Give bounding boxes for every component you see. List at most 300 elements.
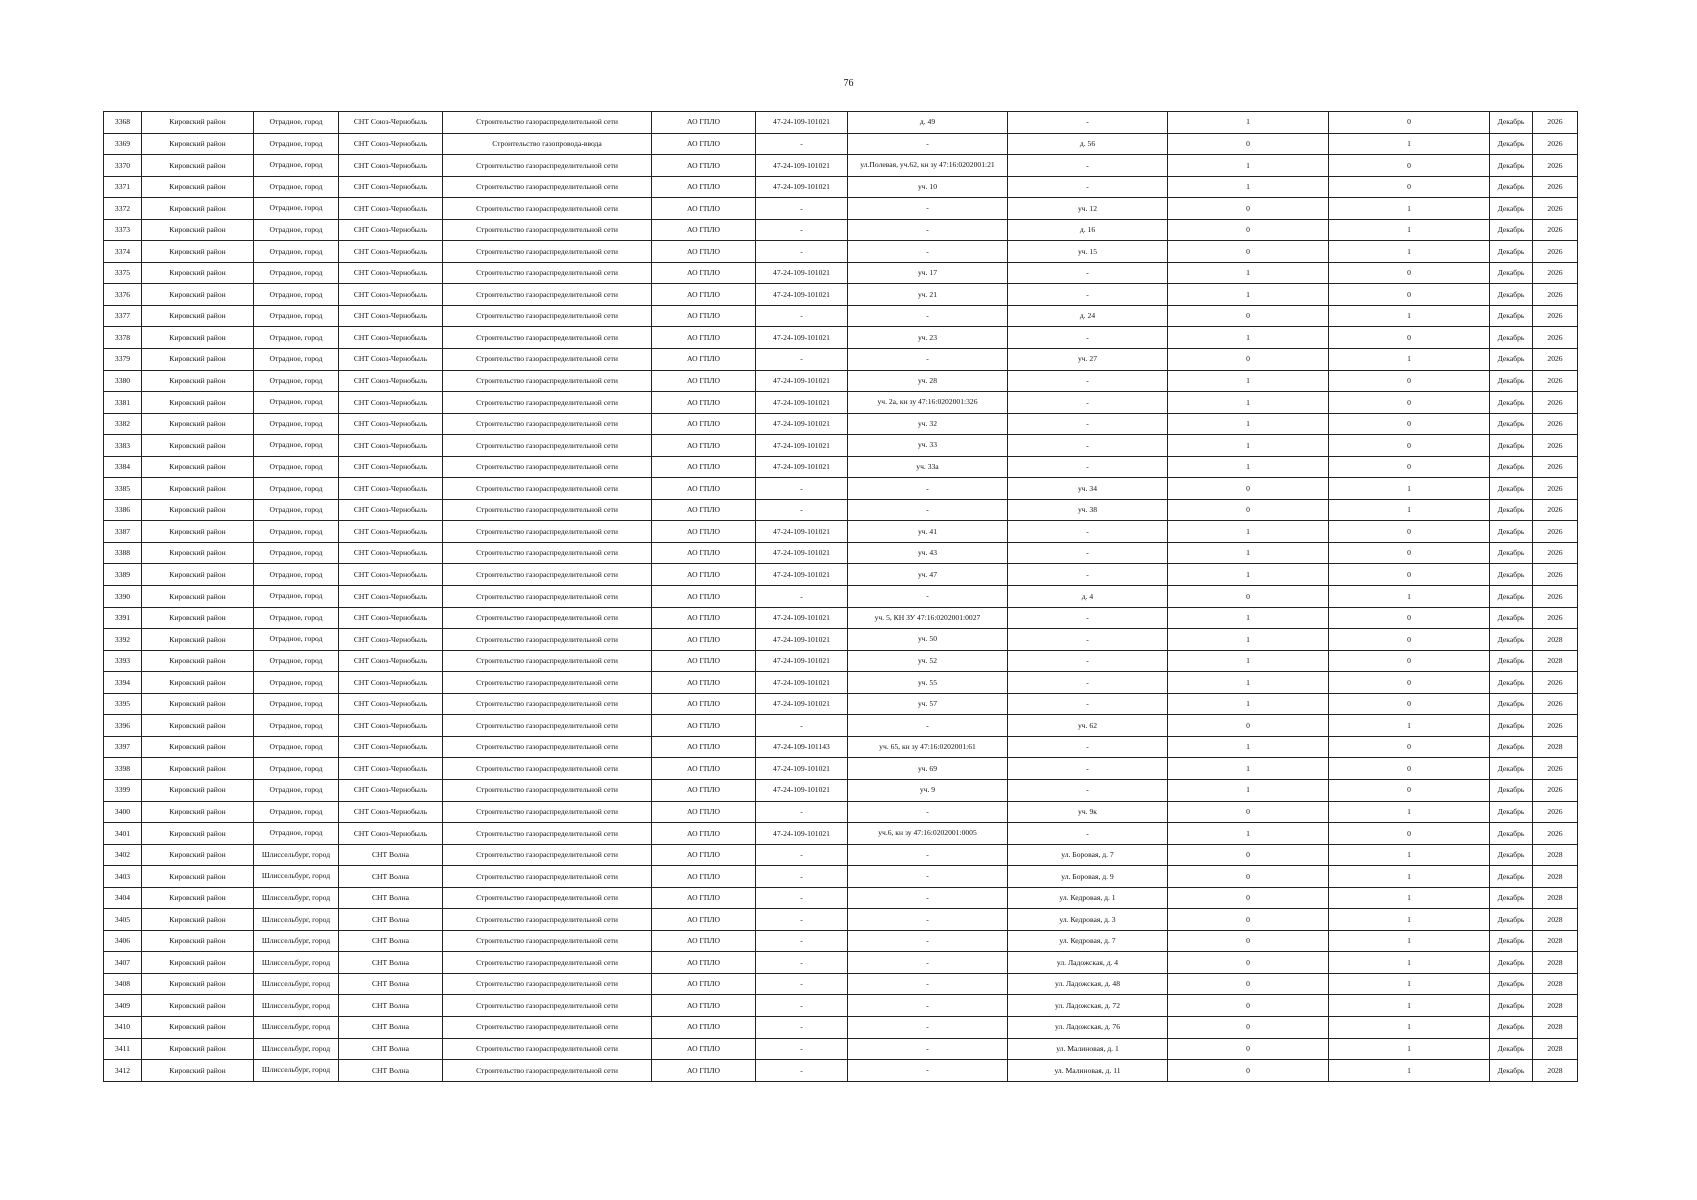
cell-settlement: Шлиссельбург, город xyxy=(254,844,339,866)
cell-district: Кировский район xyxy=(142,973,254,995)
cell-plot-address: уч. 15 xyxy=(1008,241,1168,263)
cell-plot-address: ул. Ладожская, д. 48 xyxy=(1008,973,1168,995)
cell-settlement: Шлиссельбург, город xyxy=(254,1060,339,1082)
cell-work-type: Строительство газораспределительной сети xyxy=(443,392,652,414)
cell-operator: АО ГПЛО xyxy=(652,392,756,414)
cell-plot-address: уч. 62 xyxy=(1008,715,1168,737)
cell-count-a: 1 xyxy=(1168,521,1329,543)
cell-count-b: 1 xyxy=(1329,909,1490,931)
cell-year: 2026 xyxy=(1533,499,1578,521)
cell-count-b: 1 xyxy=(1329,930,1490,952)
cell-plot-address: д. 24 xyxy=(1008,305,1168,327)
cell-row-number: 3410 xyxy=(104,1016,142,1038)
cell-program-code: 47-24-109-101021 xyxy=(756,284,848,306)
cell-garden-partnership: СНТ Волна xyxy=(339,909,443,931)
cell-count-a: 0 xyxy=(1168,241,1329,263)
cell-month: Декабрь xyxy=(1490,952,1533,974)
cell-year: 2028 xyxy=(1533,973,1578,995)
cell-work-type: Строительство газораспределительной сети xyxy=(443,456,652,478)
cell-year: 2028 xyxy=(1533,1038,1578,1060)
gas-network-registry-table xyxy=(103,111,1578,1082)
cell-district: Кировский район xyxy=(142,219,254,241)
cell-plot-address: уч. 34 xyxy=(1008,478,1168,500)
cell-district: Кировский район xyxy=(142,866,254,888)
cell-count-a: 0 xyxy=(1168,1038,1329,1060)
cell-plot-address: ул. Кедровая, д. 7 xyxy=(1008,930,1168,952)
cell-month: Декабрь xyxy=(1490,435,1533,457)
cell-district: Кировский район xyxy=(142,844,254,866)
cell-district: Кировский район xyxy=(142,499,254,521)
cell-month: Декабрь xyxy=(1490,219,1533,241)
table-row xyxy=(104,112,1578,134)
cell-month: Декабрь xyxy=(1490,909,1533,931)
table-row xyxy=(104,995,1578,1017)
cell-connection-address: уч. 69 xyxy=(848,758,1008,780)
cell-program-code: 47-24-109-101021 xyxy=(756,564,848,586)
cell-settlement: Шлиссельбург, город xyxy=(254,1016,339,1038)
cell-garden-partnership: СНТ Союз-Чернобыль xyxy=(339,521,443,543)
cell-plot-address: уч. 9к xyxy=(1008,801,1168,823)
cell-garden-partnership: СНТ Союз-Чернобыль xyxy=(339,327,443,349)
cell-row-number: 3386 xyxy=(104,499,142,521)
cell-count-b: 1 xyxy=(1329,219,1490,241)
cell-connection-address: - xyxy=(848,305,1008,327)
cell-connection-address: - xyxy=(848,930,1008,952)
cell-operator: АО ГПЛО xyxy=(652,305,756,327)
cell-month: Декабрь xyxy=(1490,779,1533,801)
cell-month: Декабрь xyxy=(1490,866,1533,888)
cell-year: 2028 xyxy=(1533,866,1578,888)
cell-operator: АО ГПЛО xyxy=(652,521,756,543)
cell-count-a: 0 xyxy=(1168,478,1329,500)
table-row xyxy=(104,262,1578,284)
cell-garden-partnership: СНТ Союз-Чернобыль xyxy=(339,629,443,651)
cell-district: Кировский район xyxy=(142,779,254,801)
cell-operator: АО ГПЛО xyxy=(652,241,756,263)
cell-count-a: 1 xyxy=(1168,370,1329,392)
cell-work-type: Строительство газораспределительной сети xyxy=(443,930,652,952)
cell-row-number: 3371 xyxy=(104,176,142,198)
cell-district: Кировский район xyxy=(142,262,254,284)
cell-work-type: Строительство газораспределительной сети xyxy=(443,198,652,220)
cell-work-type: Строительство газораспределительной сети xyxy=(443,801,652,823)
cell-garden-partnership: СНТ Союз-Чернобыль xyxy=(339,133,443,155)
table-row xyxy=(104,909,1578,931)
cell-operator: АО ГПЛО xyxy=(652,866,756,888)
cell-month: Декабрь xyxy=(1490,930,1533,952)
cell-month: Декабрь xyxy=(1490,155,1533,177)
cell-work-type: Строительство газораспределительной сети xyxy=(443,650,652,672)
cell-plot-address: - xyxy=(1008,650,1168,672)
cell-district: Кировский район xyxy=(142,909,254,931)
cell-district: Кировский район xyxy=(142,327,254,349)
cell-month: Декабрь xyxy=(1490,176,1533,198)
cell-connection-address: уч. 21 xyxy=(848,284,1008,306)
cell-program-code: 47-24-109-101021 xyxy=(756,413,848,435)
cell-count-b: 1 xyxy=(1329,844,1490,866)
cell-connection-address: уч. 5, КН ЗУ 47:16:0202001:0027 xyxy=(848,607,1008,629)
cell-operator: АО ГПЛО xyxy=(652,219,756,241)
cell-operator: АО ГПЛО xyxy=(652,262,756,284)
cell-count-a: 1 xyxy=(1168,456,1329,478)
cell-settlement: Отрадное, город xyxy=(254,305,339,327)
cell-settlement: Шлиссельбург, город xyxy=(254,909,339,931)
cell-row-number: 3384 xyxy=(104,456,142,478)
cell-program-code: 47-24-109-101021 xyxy=(756,112,848,134)
cell-settlement: Отрадное, город xyxy=(254,370,339,392)
cell-program-code: - xyxy=(756,586,848,608)
cell-settlement: Отрадное, город xyxy=(254,349,339,371)
cell-month: Декабрь xyxy=(1490,499,1533,521)
cell-count-b: 1 xyxy=(1329,198,1490,220)
cell-year: 2026 xyxy=(1533,693,1578,715)
cell-plot-address: ул. Малиновая, д. 1 xyxy=(1008,1038,1168,1060)
cell-month: Декабрь xyxy=(1490,284,1533,306)
cell-program-code: 47-24-109-101021 xyxy=(756,392,848,414)
cell-work-type: Строительство газораспределительной сети xyxy=(443,823,652,845)
cell-program-code: 47-24-109-101021 xyxy=(756,758,848,780)
cell-connection-address: - xyxy=(848,133,1008,155)
table-row xyxy=(104,758,1578,780)
cell-operator: АО ГПЛО xyxy=(652,607,756,629)
cell-work-type: Строительство газораспределительной сети xyxy=(443,909,652,931)
cell-operator: АО ГПЛО xyxy=(652,435,756,457)
cell-count-a: 0 xyxy=(1168,952,1329,974)
cell-count-a: 1 xyxy=(1168,155,1329,177)
cell-connection-address: уч. 55 xyxy=(848,672,1008,694)
cell-district: Кировский район xyxy=(142,650,254,672)
cell-count-a: 1 xyxy=(1168,564,1329,586)
cell-garden-partnership: СНТ Союз-Чернобыль xyxy=(339,284,443,306)
cell-count-a: 1 xyxy=(1168,176,1329,198)
cell-year: 2026 xyxy=(1533,133,1578,155)
table-row xyxy=(104,1016,1578,1038)
cell-row-number: 3397 xyxy=(104,736,142,758)
cell-row-number: 3389 xyxy=(104,564,142,586)
cell-count-a: 1 xyxy=(1168,650,1329,672)
cell-year: 2028 xyxy=(1533,930,1578,952)
cell-count-b: 1 xyxy=(1329,715,1490,737)
cell-month: Декабрь xyxy=(1490,370,1533,392)
cell-district: Кировский район xyxy=(142,1060,254,1082)
cell-garden-partnership: СНТ Волна xyxy=(339,930,443,952)
cell-operator: АО ГПЛО xyxy=(652,801,756,823)
cell-count-b: 0 xyxy=(1329,456,1490,478)
cell-district: Кировский район xyxy=(142,715,254,737)
cell-garden-partnership: СНТ Союз-Чернобыль xyxy=(339,241,443,263)
cell-year: 2026 xyxy=(1533,198,1578,220)
cell-connection-address: уч. 65, кн зу 47:16:0202001:61 xyxy=(848,736,1008,758)
cell-year: 2026 xyxy=(1533,435,1578,457)
cell-year: 2028 xyxy=(1533,1060,1578,1082)
cell-plot-address: - xyxy=(1008,607,1168,629)
cell-garden-partnership: СНТ Волна xyxy=(339,887,443,909)
cell-year: 2026 xyxy=(1533,564,1578,586)
table-row xyxy=(104,305,1578,327)
cell-district: Кировский район xyxy=(142,176,254,198)
cell-work-type: Строительство газораспределительной сети xyxy=(443,262,652,284)
cell-work-type: Строительство газораспределительной сети xyxy=(443,1038,652,1060)
cell-garden-partnership: СНТ Волна xyxy=(339,995,443,1017)
cell-connection-address: - xyxy=(848,952,1008,974)
cell-connection-address: - xyxy=(848,349,1008,371)
cell-connection-address: д. 49 xyxy=(848,112,1008,134)
cell-program-code: 47-24-109-101021 xyxy=(756,650,848,672)
cell-plot-address: ул. Кедровая, д. 3 xyxy=(1008,909,1168,931)
cell-program-code: - xyxy=(756,1038,848,1060)
cell-garden-partnership: СНТ Союз-Чернобыль xyxy=(339,305,443,327)
cell-connection-address: - xyxy=(848,995,1008,1017)
cell-row-number: 3394 xyxy=(104,672,142,694)
cell-count-a: 0 xyxy=(1168,715,1329,737)
cell-settlement: Отрадное, город xyxy=(254,327,339,349)
cell-year: 2026 xyxy=(1533,241,1578,263)
cell-garden-partnership: СНТ Союз-Чернобыль xyxy=(339,413,443,435)
cell-count-b: 1 xyxy=(1329,1016,1490,1038)
table-row xyxy=(104,1060,1578,1082)
cell-work-type: Строительство газораспределительной сети xyxy=(443,241,652,263)
table-row xyxy=(104,887,1578,909)
cell-month: Декабрь xyxy=(1490,672,1533,694)
cell-count-a: 1 xyxy=(1168,327,1329,349)
cell-row-number: 3403 xyxy=(104,866,142,888)
cell-garden-partnership: СНТ Волна xyxy=(339,866,443,888)
cell-year: 2026 xyxy=(1533,176,1578,198)
cell-settlement: Шлиссельбург, город xyxy=(254,1038,339,1060)
cell-operator: АО ГПЛО xyxy=(652,672,756,694)
cell-work-type: Строительство газораспределительной сети xyxy=(443,736,652,758)
cell-operator: АО ГПЛО xyxy=(652,823,756,845)
cell-count-b: 1 xyxy=(1329,1060,1490,1082)
cell-row-number: 3407 xyxy=(104,952,142,974)
cell-program-code: - xyxy=(756,973,848,995)
cell-connection-address: - xyxy=(848,198,1008,220)
cell-month: Декабрь xyxy=(1490,327,1533,349)
cell-settlement: Отрадное, город xyxy=(254,198,339,220)
cell-operator: АО ГПЛО xyxy=(652,198,756,220)
cell-garden-partnership: СНТ Союз-Чернобыль xyxy=(339,607,443,629)
table-row xyxy=(104,435,1578,457)
cell-garden-partnership: СНТ Союз-Чернобыль xyxy=(339,198,443,220)
cell-garden-partnership: СНТ Союз-Чернобыль xyxy=(339,693,443,715)
cell-year: 2026 xyxy=(1533,542,1578,564)
cell-settlement: Отрадное, город xyxy=(254,779,339,801)
cell-plot-address: ул. Кедровая, д. 1 xyxy=(1008,887,1168,909)
cell-plot-address: - xyxy=(1008,456,1168,478)
cell-connection-address: уч. 33 xyxy=(848,435,1008,457)
cell-year: 2026 xyxy=(1533,801,1578,823)
cell-year: 2028 xyxy=(1533,844,1578,866)
table-row xyxy=(104,133,1578,155)
cell-operator: АО ГПЛО xyxy=(652,413,756,435)
table-row xyxy=(104,456,1578,478)
cell-district: Кировский район xyxy=(142,112,254,134)
cell-year: 2028 xyxy=(1533,629,1578,651)
cell-garden-partnership: СНТ Союз-Чернобыль xyxy=(339,219,443,241)
cell-year: 2026 xyxy=(1533,370,1578,392)
cell-month: Декабрь xyxy=(1490,198,1533,220)
cell-work-type: Строительство газораспределительной сети xyxy=(443,542,652,564)
cell-connection-address: уч. 28 xyxy=(848,370,1008,392)
cell-row-number: 3387 xyxy=(104,521,142,543)
cell-count-b: 0 xyxy=(1329,758,1490,780)
cell-connection-address: уч.6, кн зу 47:16:0202001:0005 xyxy=(848,823,1008,845)
cell-plot-address: - xyxy=(1008,779,1168,801)
cell-garden-partnership: СНТ Союз-Чернобыль xyxy=(339,112,443,134)
cell-district: Кировский район xyxy=(142,930,254,952)
cell-operator: АО ГПЛО xyxy=(652,844,756,866)
cell-plot-address: - xyxy=(1008,693,1168,715)
cell-district: Кировский район xyxy=(142,370,254,392)
cell-operator: АО ГПЛО xyxy=(652,995,756,1017)
cell-year: 2028 xyxy=(1533,952,1578,974)
cell-work-type: Строительство газораспределительной сети xyxy=(443,866,652,888)
cell-row-number: 3404 xyxy=(104,887,142,909)
cell-plot-address: - xyxy=(1008,327,1168,349)
cell-plot-address: ул. Ладожская, д. 4 xyxy=(1008,952,1168,974)
cell-garden-partnership: СНТ Волна xyxy=(339,1060,443,1082)
cell-settlement: Отрадное, город xyxy=(254,392,339,414)
cell-district: Кировский район xyxy=(142,758,254,780)
cell-row-number: 3373 xyxy=(104,219,142,241)
cell-year: 2026 xyxy=(1533,327,1578,349)
cell-connection-address: - xyxy=(848,1038,1008,1060)
cell-garden-partnership: СНТ Союз-Чернобыль xyxy=(339,801,443,823)
cell-month: Декабрь xyxy=(1490,413,1533,435)
cell-plot-address: ул. Малиновая, д. 11 xyxy=(1008,1060,1168,1082)
cell-month: Декабрь xyxy=(1490,1060,1533,1082)
cell-year: 2026 xyxy=(1533,262,1578,284)
cell-program-code: 47-24-109-101021 xyxy=(756,155,848,177)
cell-count-a: 1 xyxy=(1168,112,1329,134)
cell-month: Декабрь xyxy=(1490,241,1533,263)
cell-year: 2026 xyxy=(1533,758,1578,780)
cell-work-type: Строительство газораспределительной сети xyxy=(443,284,652,306)
cell-plot-address: - xyxy=(1008,736,1168,758)
cell-work-type: Строительство газораспределительной сети xyxy=(443,349,652,371)
cell-district: Кировский район xyxy=(142,736,254,758)
cell-row-number: 3388 xyxy=(104,542,142,564)
cell-month: Декабрь xyxy=(1490,887,1533,909)
cell-program-code: 47-24-109-101021 xyxy=(756,693,848,715)
cell-year: 2028 xyxy=(1533,650,1578,672)
cell-operator: АО ГПЛО xyxy=(652,1016,756,1038)
table-row xyxy=(104,241,1578,263)
cell-row-number: 3409 xyxy=(104,995,142,1017)
cell-district: Кировский район xyxy=(142,672,254,694)
cell-count-b: 0 xyxy=(1329,542,1490,564)
cell-connection-address: ул.Полевая, уч.62, кн зу 47:16:0202001:21 xyxy=(848,155,1008,177)
table-row xyxy=(104,693,1578,715)
cell-plot-address: - xyxy=(1008,262,1168,284)
cell-settlement: Отрадное, город xyxy=(254,736,339,758)
cell-settlement: Отрадное, город xyxy=(254,413,339,435)
cell-garden-partnership: СНТ Союз-Чернобыль xyxy=(339,155,443,177)
cell-year: 2028 xyxy=(1533,887,1578,909)
cell-settlement: Отрадное, город xyxy=(254,435,339,457)
table-row xyxy=(104,607,1578,629)
cell-work-type: Строительство газораспределительной сети xyxy=(443,370,652,392)
cell-district: Кировский район xyxy=(142,629,254,651)
cell-district: Кировский район xyxy=(142,413,254,435)
cell-work-type: Строительство газораспределительной сети xyxy=(443,327,652,349)
cell-row-number: 3408 xyxy=(104,973,142,995)
table-row xyxy=(104,1038,1578,1060)
cell-settlement: Отрадное, город xyxy=(254,607,339,629)
cell-operator: АО ГПЛО xyxy=(652,715,756,737)
cell-month: Декабрь xyxy=(1490,629,1533,651)
cell-garden-partnership: СНТ Союз-Чернобыль xyxy=(339,736,443,758)
cell-garden-partnership: СНТ Союз-Чернобыль xyxy=(339,672,443,694)
cell-connection-address: - xyxy=(848,586,1008,608)
table-row xyxy=(104,586,1578,608)
cell-count-a: 1 xyxy=(1168,435,1329,457)
cell-district: Кировский район xyxy=(142,995,254,1017)
cell-program-code: - xyxy=(756,715,848,737)
cell-program-code: - xyxy=(756,1016,848,1038)
cell-plot-address: - xyxy=(1008,155,1168,177)
cell-work-type: Строительство газораспределительной сети xyxy=(443,629,652,651)
cell-program-code: 47-24-109-101021 xyxy=(756,370,848,392)
cell-settlement: Шлиссельбург, город xyxy=(254,930,339,952)
cell-work-type: Строительство газораспределительной сети xyxy=(443,995,652,1017)
cell-program-code: 47-24-109-101143 xyxy=(756,736,848,758)
table-row xyxy=(104,542,1578,564)
cell-count-b: 1 xyxy=(1329,305,1490,327)
cell-program-code: 47-24-109-101021 xyxy=(756,262,848,284)
cell-count-b: 1 xyxy=(1329,887,1490,909)
cell-year: 2026 xyxy=(1533,607,1578,629)
cell-month: Декабрь xyxy=(1490,758,1533,780)
cell-program-code: 47-24-109-101021 xyxy=(756,779,848,801)
cell-count-a: 0 xyxy=(1168,1060,1329,1082)
cell-operator: АО ГПЛО xyxy=(652,586,756,608)
cell-row-number: 3405 xyxy=(104,909,142,931)
cell-row-number: 3395 xyxy=(104,693,142,715)
table-row xyxy=(104,973,1578,995)
cell-settlement: Отрадное, город xyxy=(254,133,339,155)
cell-work-type: Строительство газораспределительной сети xyxy=(443,1060,652,1082)
cell-district: Кировский район xyxy=(142,542,254,564)
cell-year: 2026 xyxy=(1533,456,1578,478)
cell-count-b: 1 xyxy=(1329,1038,1490,1060)
cell-garden-partnership: СНТ Волна xyxy=(339,973,443,995)
cell-count-a: 0 xyxy=(1168,1016,1329,1038)
cell-work-type: Строительство газораспределительной сети xyxy=(443,305,652,327)
cell-year: 2026 xyxy=(1533,392,1578,414)
table-body xyxy=(104,112,1578,1082)
cell-row-number: 3375 xyxy=(104,262,142,284)
cell-plot-address: уч. 27 xyxy=(1008,349,1168,371)
cell-work-type: Строительство газораспределительной сети xyxy=(443,758,652,780)
cell-month: Декабрь xyxy=(1490,349,1533,371)
cell-count-a: 1 xyxy=(1168,823,1329,845)
cell-count-b: 1 xyxy=(1329,586,1490,608)
cell-district: Кировский район xyxy=(142,952,254,974)
cell-count-a: 0 xyxy=(1168,349,1329,371)
cell-work-type: Строительство газораспределительной сети xyxy=(443,435,652,457)
cell-count-a: 0 xyxy=(1168,586,1329,608)
cell-district: Кировский район xyxy=(142,478,254,500)
cell-count-a: 0 xyxy=(1168,499,1329,521)
cell-month: Декабрь xyxy=(1490,693,1533,715)
cell-connection-address: - xyxy=(848,973,1008,995)
cell-month: Декабрь xyxy=(1490,715,1533,737)
cell-row-number: 3390 xyxy=(104,586,142,608)
cell-program-code: - xyxy=(756,866,848,888)
cell-work-type: Строительство газопровода-ввода xyxy=(443,133,652,155)
cell-month: Декабрь xyxy=(1490,1016,1533,1038)
